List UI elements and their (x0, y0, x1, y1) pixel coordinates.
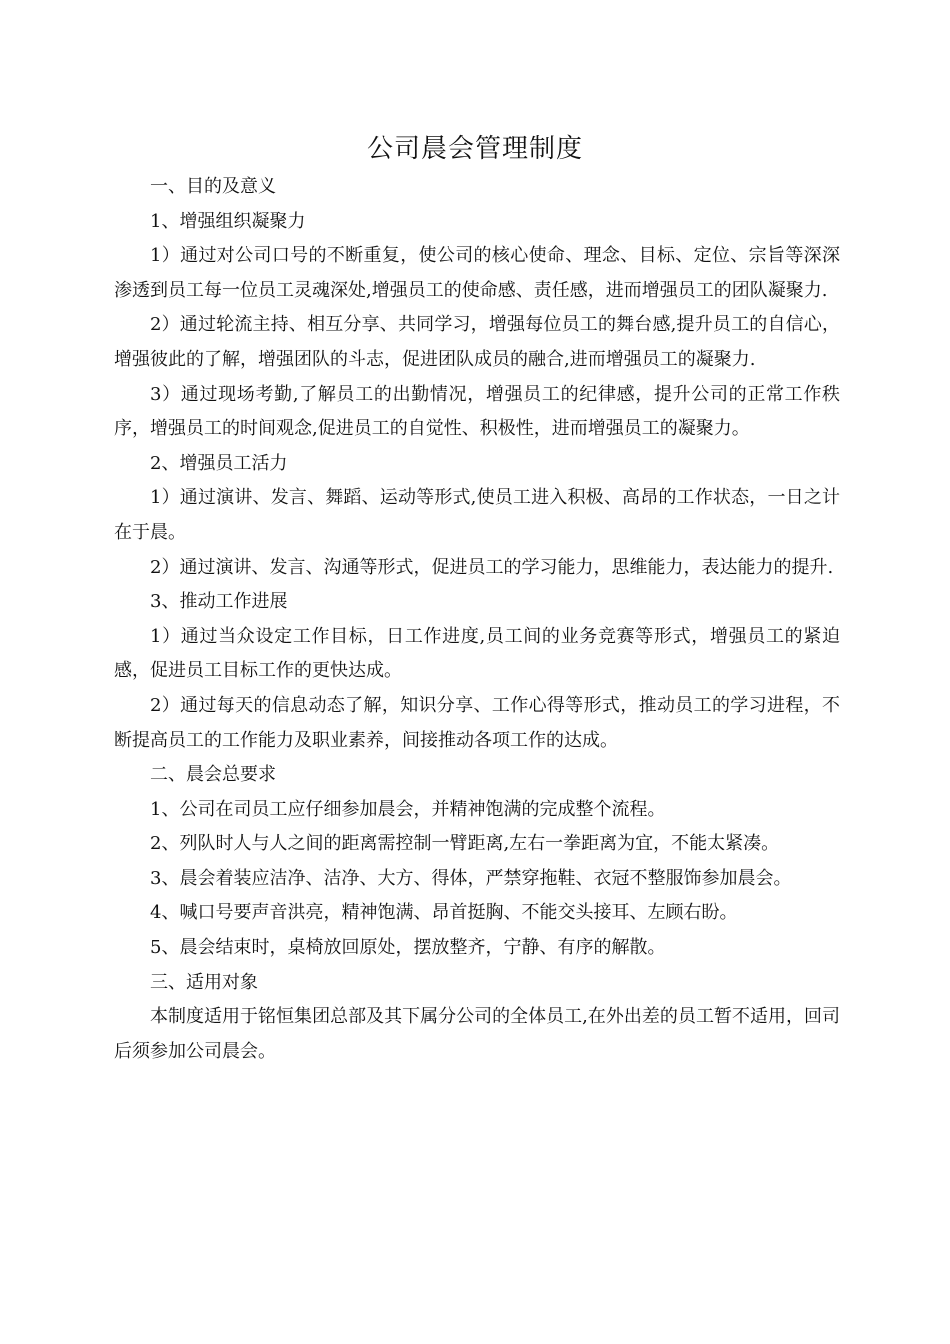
list-item: 1、公司在司员工应仔细参加晨会，并精神饱满的完成整个流程。 (150, 798, 666, 820)
section-heading: 一、目的及意义 (150, 176, 276, 197)
paragraph: 1）通过演讲、发言、舞蹈、运动等形式,使员工进入积极、高昂的工作状态，一日之计在于晨。 (114, 487, 840, 543)
document-title: 公司晨会管理制度 (366, 134, 583, 164)
paragraph: 1）通过当众设定工作目标，日工作进度,员工间的业务竞赛等形式，增强员工的紧迫感，促进员工目标工作的更快达成。 (114, 625, 840, 682)
document-body (114, 170, 840, 1069)
list-item: 4、喊口号要声音洪亮，精神饱满、昂首挺胸、不能交头接耳、左顾右盼。 (150, 902, 738, 924)
section-heading: 三、适用对象 (150, 971, 258, 993)
paragraph: 1）通过对公司口号的不断重复，使公司的核心使命、理念、目标、定位、宗旨等深深渗透到员工每一位员工灵魂深处,增强员工的使命感、责任感，进而增强员工的团队凝聚力. (114, 245, 840, 301)
list-item: 5、晨会结束时，桌椅放回原处，摆放整齐，宁静、有序的解散。 (150, 937, 666, 959)
section-heading: 二、晨会总要求 (150, 764, 276, 786)
paragraph: 2）通过每天的信息动态了解，知识分享、工作心得等形式，推动员工的学习进程，不断提高员工的工作能力及职业素养，间接推动各项工作的达成。 (114, 694, 840, 751)
subsection-heading: 3、推动工作进展 (150, 591, 288, 613)
paragraph: 本制度适用于铭恒集团总部及其下属分公司的全体员工,在外出差的员工暂不适用，回司后须参加公司晨会。 (114, 1006, 840, 1062)
paragraph: 3）通过现场考勤,了解员工的出勤情况，增强员工的纪律感，提升公司的正常工作秩序，增强员工的时间观念,促进员工的自觉性、积极性，进而增强员工的凝聚力。 (114, 383, 840, 440)
subsection-heading: 2、增强员工活力 (150, 452, 288, 474)
list-item: 2、列队时人与人之间的距离需控制一臂距离,左右一拳距离为宜，不能太紧凑。 (150, 833, 780, 855)
paragraph: 2）通过演讲、发言、沟通等形式，促进员工的学习能力，思维能力，表达能力的提升. (150, 556, 834, 578)
list-item: 3、晨会着装应洁净、洁净、大方、得体，严禁穿拖鞋、衣冠不整服饰参加晨会。 (150, 867, 792, 889)
paragraph: 2）通过轮流主持、相互分享、共同学习，增强每位员工的舞台感,提升员工的自信心，增强彼此的了解，增强团队的斗志，促进团队成员的融合,进而增强员工的凝聚力. (114, 314, 840, 370)
subsection-heading: 1、增强组织凝聚力 (150, 210, 306, 232)
